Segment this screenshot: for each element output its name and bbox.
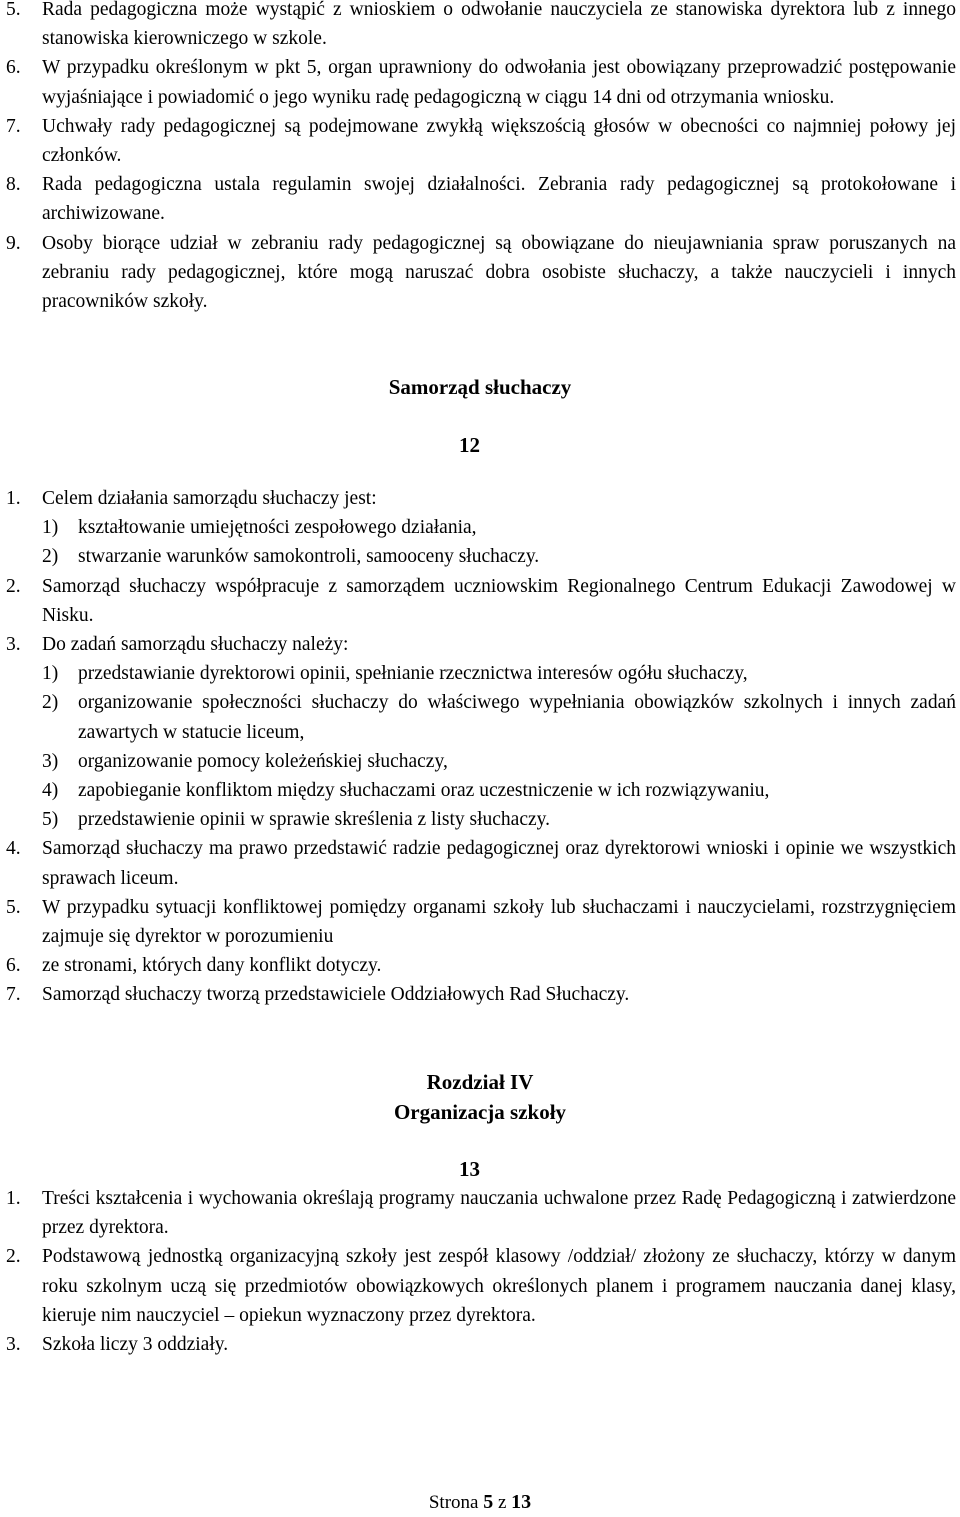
page-footer: Strona 5 z 13 [428, 1491, 532, 1513]
list-item: 8. Rada pedagogiczna ustala regulamin swojej działalności. Zebrania rady pedagogicznej są protokołowane i archiwizowane. [6, 174, 956, 225]
list-item: 5. Rada pedagogiczna może wystąpić z wnioskiem o odwołanie nauczyciela ze stanowiska dyrektora lub z innego stanowiska kierowniczego w szkole. [6, 0, 956, 50]
list-item: 5. W przypadku sytuacji konfliktowej pomiędzy organami szkoły lub słuchaczami i nauczycielami, rozstrzygnięciem zajmuje się dyrektor w porozumieniu [6, 896, 956, 948]
top-items [6, 0, 956, 316]
sub-list-item: 2) organizowanie społeczności słuchaczy do właściwego wypełniania obowiązków szkolnych i innych zadań zawartych w statucie liceum, [42, 692, 956, 743]
list-item: 7. Samorząd słuchaczy tworzą przedstawiciele Oddziałowych Rad Słuchaczy. [6, 984, 630, 1006]
rozdzial-items [6, 1184, 956, 1359]
list-item: 9. Osoby biorące udział w zebraniu rady pedagogicznej są obowiązane do nieujawniania spraw poruszanych na zebraniu rady pedagogicznej, które mogą naruszać dobra osobiste słuchaczy, a także nauczycieli i innych pracowników szkoły. [6, 232, 956, 313]
list-item: 6. W przypadku określonym w pkt 5, organ uprawniony do odwołania jest obowiązany przeprowadzić postępowanie wyjaśniające i powiadomić o jego wyniku radę pedagogiczną w ciągu 14 dni od otrzymania wniosku. [6, 57, 956, 108]
samorzad-items [6, 484, 956, 1010]
total-page-count: 13 [511, 1491, 532, 1513]
sub-list-item: 5) przedstawienie opinii w sprawie skreślenia z listy słuchaczy. [42, 809, 550, 831]
sub-list-item: 2) stwarzanie warunków samokontroli, samooceny słuchaczy. [42, 546, 540, 568]
section-heading: Samorząd słuchaczy [388, 375, 572, 399]
list-item: 7. Uchwały rady pedagogicznej są podejmowane zwykłą większością głosów w obecności co najmniej połowy jej członków. [6, 115, 956, 167]
current-page-number: 5 [483, 1491, 494, 1513]
list-item: 2. Samorząd słuchaczy współpracuje z samorządem uczniowskim Regionalnego Centrum Edukacji Zawodowej w Nisku. [6, 575, 956, 626]
list-item: 6. ze stronami, których dany konflikt dotyczy. [6, 955, 382, 977]
paragraph-number: 12 [459, 433, 480, 457]
list-item: 3. Szkoła liczy 3 oddziały. [6, 1334, 229, 1356]
sub-list-item: 1) kształtowanie umiejętności zespołowego działania, [42, 517, 477, 539]
sub-list-item: 4) zapobieganie konfliktom między słuchaczami oraz uczestniczenie w ich rozwiązywaniu, [42, 780, 770, 802]
list-item: 1. Treści kształcenia i wychowania określają programy nauczania uchwalone przez Radę Pedagogiczną i zatwierdzone przez dyrektora. [6, 1188, 956, 1239]
list-item: 2. Podstawową jednostką organizacyjną szkoły jest zespół klasowy /oddział/ złożony ze słuchaczy, którzy w danym roku szkolnym uczą się przedmiotów obowiązkowych określonych planem i programem nauczania danej klasy, kieruje nim nauczyciel – opiekun wyznaczony przez dyrektora. [6, 1246, 956, 1326]
list-item: 1. Celem działania samorządu słuchaczy jest: [6, 488, 377, 509]
paragraph-number: 13 [459, 1157, 480, 1181]
sub-list-item: 1) przedstawianie dyrektorowi opinii, spełnianie rzecznictwa interesów ogółu słuchaczy, [42, 663, 748, 685]
list-item: 4. Samorząd słuchaczy ma prawo przedstawić radzie pedagogicznej oraz dyrektorowi wnioski i opinie we wszystkich sprawach liceum. [6, 838, 956, 889]
chapter-subtitle: Organizacja szkoły [393, 1100, 567, 1124]
list-item: 3. Do zadań samorządu słuchaczy należy: [6, 634, 349, 656]
chapter-title: Rozdział IV [426, 1070, 534, 1094]
sub-list-item: 3) organizowanie pomocy koleżeńskiej słuchaczy, [42, 750, 448, 772]
